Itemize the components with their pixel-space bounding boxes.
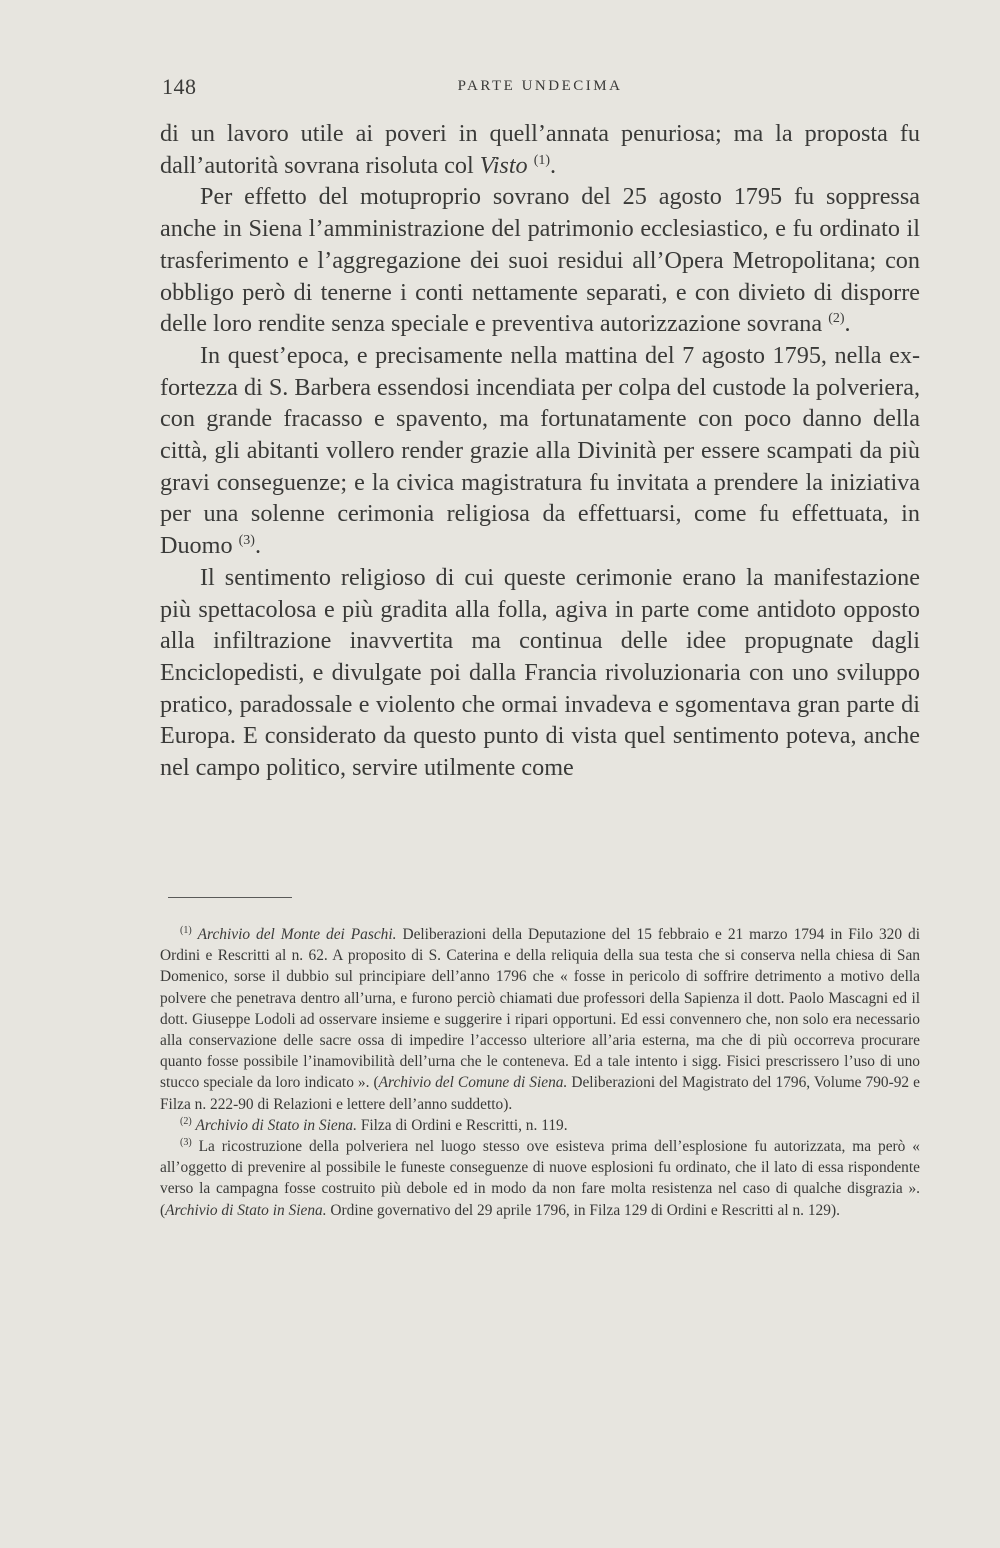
paragraph-3-text: In quest’epoca, e precisamente nella mattina del 7 agosto 1795, nella ex-fortezza di S. Barbera essendosi incendiata per colpa del custode la polveriera, con grande fracasso e spavento, ma fortunatamente con poco danno della città, gli abitanti vollero render grazie alla Divinità per essere scampati da più gravi conseguenze; e la civica magistratura fu invitata a prendere la iniziativa per una solenne cerimonia religiosa da effettuarsi, come fu effettuata, in Duomo <box>160 341 920 560</box>
footnote-ref-1: (1) <box>533 152 551 168</box>
page-number: 148 <box>162 74 197 99</box>
paragraph-1-text: di un lavoro utile ai poveri in quell’annata penuriosa; ma la proposta fu dall’autorità sovrana risoluta col <box>160 120 920 179</box>
footnote-3-marker: (3) <box>180 1137 192 1149</box>
footnote-ref-3: (3) <box>238 533 255 549</box>
paragraph-2: Per effetto del motuproprio sovrano del 25 agosto 1795 fu soppressa anche in Siena l’amministrazione del patrimonio ecclesiastico, e fu ordinato il trasferimento e l’aggregazione dei suoi residui all’Opera Metropolitana; con obbligo però di tenerne i conti nettamente separati, e con divieto di disporre delle loro rendite senza speciale e preventiva autorizzazione sovrana $^{(2)}$. <box>160 183 920 338</box>
paragraph-4: Il sentimento religioso di cui queste cerimonie erano la manifestazione più spettacolosa e più gradita alla folla, agiva in parte come antidoto opposto alla infiltrazione inavvertita ma continua delle idee propugnate dagli Enciclopedisti, e divulgate poi dalla Francia rivoluzionaria con uno sviluppo pratico, paradossale e violento che ormai invadeva e sgomentava gran parte di Europa. E considerato da questo punto di vista quel sentimento poteva, anche nel campo politico, servire utilmente come <box>160 563 920 782</box>
main-text <box>160 118 920 784</box>
running-title: PARTE UNDECIMA <box>457 78 623 94</box>
paragraph-1: di un lavoro utile ai poveri in quell’annata penuriosa; ma la proposta fu dall’autorità sovrana risoluta col Visto $^{(1)}$. <box>160 120 920 179</box>
page-header <box>160 74 920 104</box>
visto-term: Visto <box>479 151 528 179</box>
footnote-2-source: Archivio di Stato in Siena. <box>195 1116 357 1134</box>
footnote-2-marker: (2) <box>180 1115 192 1127</box>
footnote-1: $^{(1)}$ Archivio del Monte dei Paschi. Deliberazioni della Deputazione del 15 febbraio e 21 marzo 1794 in Filo 320 di Ordini e Rescritti al n. 62. A proposito di S. Caterina e della reliquia della sua testa che si conserva nella chiesa di San Domenico, sorse il dubbio sul principiare dell’anno 1796 che « fosse in pericolo di soffrire detrimento a motivo della polvere che penetrava dentro all’urna, e furono perciò chiamati due professori della Sapienza il dott. Paolo Mascagni ed il dott. Giuseppe Lodoli ad osservare insieme e suggerire i ripari opportuni. Ed essi convennero che, non solo era necessario alla conservazione delle sacre ossa di impedire l’accesso ulteriore all’aria esterna, ma che di più occorreva procurare quanto fosse possibile l’inamovibilità dell’urna che le conteneva. Ed a tale intento i sigg. Fisici prescrissero l’uso di uno stucco speciale da loro indicato ». (Archivio del Comune di Siena. Deliberazioni del Magistrato del 1796, Volume 790-92 e Filza n. 222-90 di Relazioni e lettere dell’anno suddetto). <box>160 925 920 1113</box>
footnote-3: $^{(3)}$ La ricostruzione della polveriera nel luogo stesso ove esisteva prima dell’esplosione fu autorizzata, ma però « all’oggetto di prevenire al possibile le funeste conseguenze di nuove esplosioni fu ordinato, che il lato di essa rispondente verso la campagna fosse costruito più debole ed in modo da non fare molta resistenza nel caso di qualche disgrazia ». (Archivio di Stato in Siena. Ordine governativo del 29 aprile 1796, in Filza 129 di Ordini e Rescritti al n. 129). <box>160 1137 920 1219</box>
footnote-1-source: Archivio del Monte dei Paschi. <box>197 926 397 943</box>
footnote-divider <box>168 897 292 898</box>
paragraph-3: In quest’epoca, e precisamente nella mattina del 7 agosto 1795, nella ex-fortezza di S. Barbera essendosi incendiata per colpa del custode la polveriera, con grande fracasso e spavento, ma fortunatamente con poco danno della città, gli abitanti vollero render grazie alla Divinità per essere scampati da più gravi conseguenze; e la civica magistratura fu invitata a prendere la iniziativa per una solenne cerimonia religiosa da effettuarsi, come fu effettuata, in Duomo $^{(3)}$. <box>160 341 920 560</box>
paragraph-2-text: Per effetto del motuproprio sovrano del 25 agosto 1795 fu soppressa anche in Siena l’amministrazione del patrimonio ecclesiastico, e fu ordinato il trasferimento e l’aggregazione dei suoi residui all’Opera Metropolitana; con obbligo però di tenerne i conti nettamente separati, e con divieto di disporre delle loro rendite senza speciale e preventiva autorizzazione sovrana <box>160 183 920 338</box>
footnotes <box>160 924 920 1221</box>
footnote-1-marker: (1) <box>180 925 192 936</box>
footnote-2: $^{(2)}$ Archivio di Stato in Siena. Filza di Ordini e Rescritti, n. 119. <box>180 1115 568 1134</box>
footnote-3-source: Archivio di Stato in Siena. <box>165 1201 327 1219</box>
footnote-ref-2: (2) <box>828 311 845 327</box>
footnote-1-source-2: Archivio del Comune di Siena. <box>378 1074 568 1092</box>
